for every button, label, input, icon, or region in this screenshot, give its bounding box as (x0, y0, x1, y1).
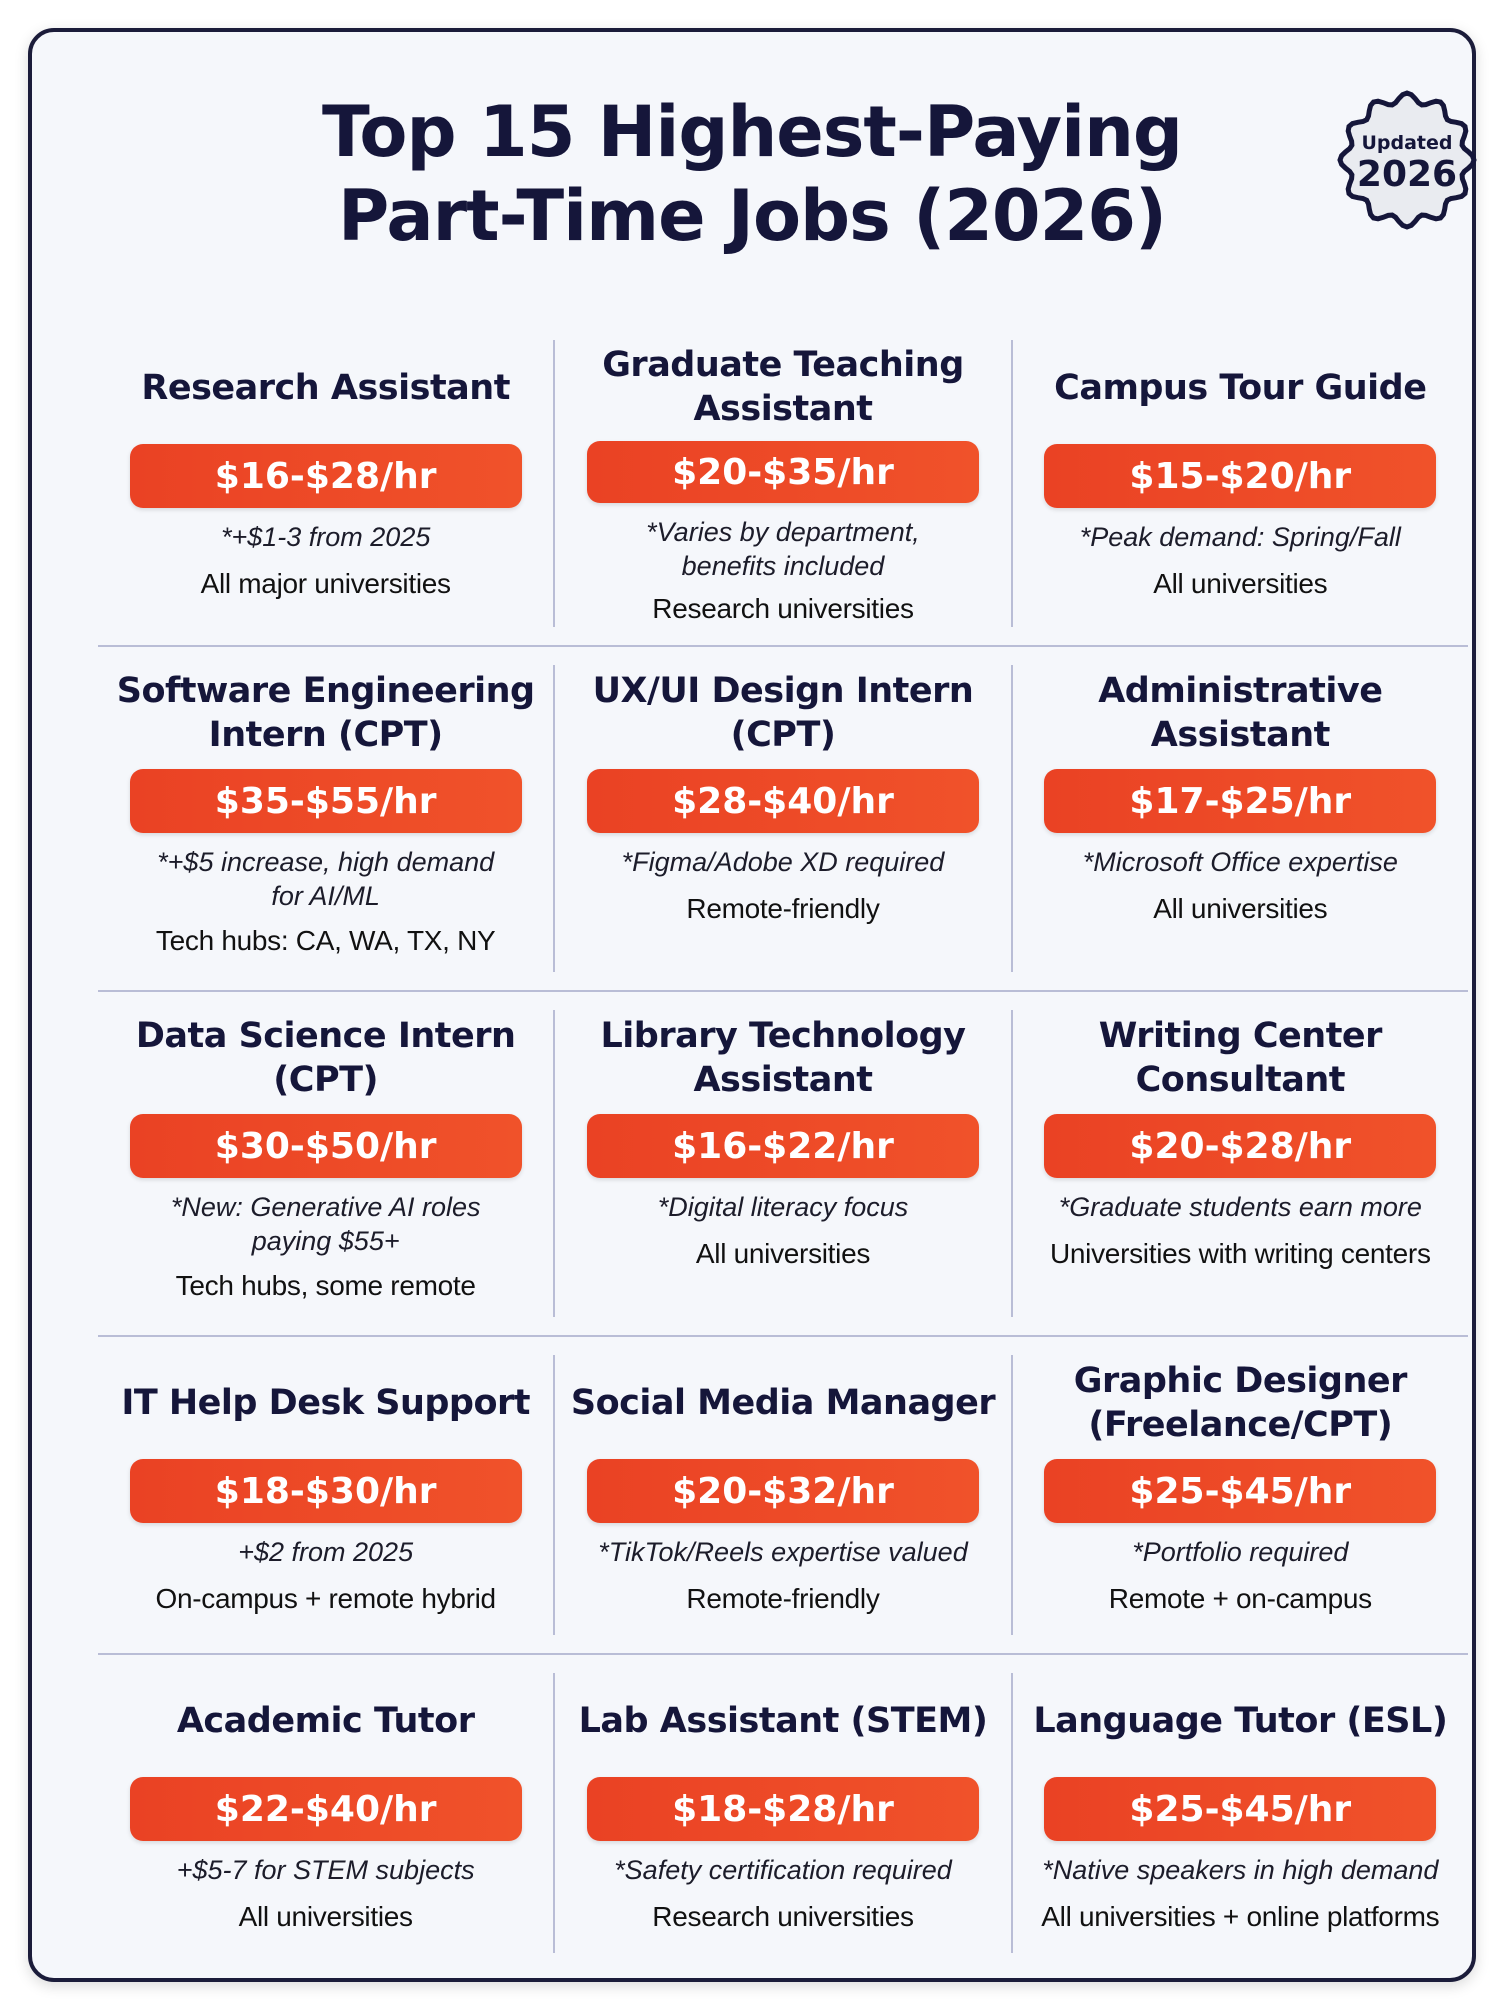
pay-range-badge: $18-$30/hr (130, 1459, 522, 1523)
job-row (98, 647, 1468, 992)
job-location: Universities with writing centers (1049, 1238, 1431, 1269)
job-note: *+$5 increase, high demand for AI/ML (157, 847, 495, 911)
job-title: Academic Tutor (176, 1701, 475, 1741)
job-note: *Varies by department, benefits included (646, 517, 920, 582)
job-card (98, 1355, 553, 1635)
job-location: Research universities (652, 592, 914, 624)
job-card (1011, 665, 1468, 972)
job-location: All universities + online platforms (1041, 1901, 1440, 1932)
pay-range-badge: $28-$40/hr (587, 769, 979, 833)
job-card (1011, 340, 1468, 627)
job-title: IT Help Desk Support (121, 1383, 531, 1423)
job-title: Software Engineering Intern (CPT) (116, 671, 535, 755)
job-title: Social Media Manager (570, 1383, 996, 1423)
job-note: *Microsoft Office expertise (1082, 847, 1398, 877)
pay-range-badge: $25-$45/hr (1044, 1777, 1436, 1841)
updated-badge (1337, 90, 1477, 230)
pay-range-badge: $16-$22/hr (587, 1114, 979, 1178)
job-note: *Portfolio required (1132, 1537, 1349, 1567)
pay-range-badge: $30-$50/hr (130, 1114, 522, 1178)
job-title: Graduate Teaching Assistant (602, 344, 964, 429)
badge-year: 2026 (1356, 154, 1458, 195)
job-location: All universities (1153, 568, 1328, 599)
job-location: All universities (695, 1238, 871, 1269)
job-location: Remote + on-campus (1108, 1583, 1372, 1614)
job-card (98, 340, 553, 627)
job-note: *TikTok/Reels expertise valued (598, 1537, 968, 1567)
pay-range-badge: $20-$35/hr (587, 441, 979, 503)
job-location: All universities (1153, 893, 1328, 924)
job-card (98, 665, 553, 972)
job-note: *Digital literacy focus (657, 1192, 909, 1222)
job-location: Tech hubs, some remote (175, 1270, 476, 1301)
pay-range-badge: $22-$40/hr (130, 1777, 522, 1841)
badge-label: Updated (1361, 132, 1453, 154)
job-note: *Peak demand: Spring/Fall (1079, 522, 1401, 552)
job-note: *Graduate students earn more (1058, 1192, 1422, 1222)
job-title: Campus Tour Guide (1054, 368, 1427, 408)
job-location: All major universities (200, 568, 451, 599)
pay-range-badge: $35-$55/hr (130, 769, 522, 833)
jobs-grid (98, 322, 1468, 1971)
job-note: *Native speakers in high demand (1042, 1855, 1439, 1885)
job-note: *Safety certification required (614, 1855, 952, 1885)
job-title: Writing Center Consultant (1098, 1016, 1382, 1100)
job-card (98, 1673, 553, 1953)
job-title: Research Assistant (141, 368, 510, 408)
job-card (1011, 1673, 1468, 1953)
job-card (98, 1010, 553, 1317)
job-card (553, 1673, 1010, 1953)
job-row (98, 322, 1468, 647)
job-location: All universities (238, 1901, 413, 1932)
pay-range-badge: $16-$28/hr (130, 444, 522, 508)
job-note: *Figma/Adobe XD required (621, 847, 945, 877)
pay-range-badge: $15-$20/hr (1044, 444, 1436, 508)
job-row (98, 992, 1468, 1337)
job-location: Tech hubs: CA, WA, TX, NY (155, 925, 496, 956)
job-row (98, 1655, 1468, 1971)
job-note: +$2 from 2025 (238, 1537, 414, 1567)
job-card (553, 1010, 1010, 1317)
job-title: Language Tutor (ESL) (1033, 1701, 1448, 1741)
job-note: *+$1-3 from 2025 (220, 522, 431, 552)
job-card (553, 665, 1010, 972)
pay-range-badge: $20-$28/hr (1044, 1114, 1436, 1178)
job-location: Remote-friendly (686, 1583, 880, 1614)
job-card (553, 1355, 1010, 1635)
job-card (1011, 1355, 1468, 1635)
job-card (1011, 1010, 1468, 1317)
job-note: *New: Generative AI roles paying $55+ (170, 1192, 481, 1256)
infographic-card (28, 28, 1476, 1982)
job-card (553, 340, 1010, 627)
job-title: Library Technology Assistant (600, 1016, 966, 1100)
job-note: +$5-7 for STEM subjects (176, 1855, 475, 1885)
job-title: Graphic Designer (Freelance/CPT) (1073, 1361, 1407, 1445)
job-title: Administrative Assistant (1098, 671, 1383, 755)
job-title: Data Science Intern (CPT) (135, 1016, 516, 1100)
job-title: Lab Assistant (STEM) (578, 1701, 988, 1741)
pay-range-badge: $18-$28/hr (587, 1777, 979, 1841)
pay-range-badge: $20-$32/hr (587, 1459, 979, 1523)
job-title: UX/UI Design Intern (CPT) (592, 671, 974, 755)
pay-range-badge: $17-$25/hr (1044, 769, 1436, 833)
job-row (98, 1337, 1468, 1655)
page-title: Top 15 Highest-Paying Part-Time Jobs (2026) (321, 91, 1183, 257)
job-location: Research universities (652, 1901, 914, 1932)
job-location: On-campus + remote hybrid (155, 1583, 496, 1614)
job-location: Remote-friendly (686, 893, 880, 924)
pay-range-badge: $25-$45/hr (1044, 1459, 1436, 1523)
